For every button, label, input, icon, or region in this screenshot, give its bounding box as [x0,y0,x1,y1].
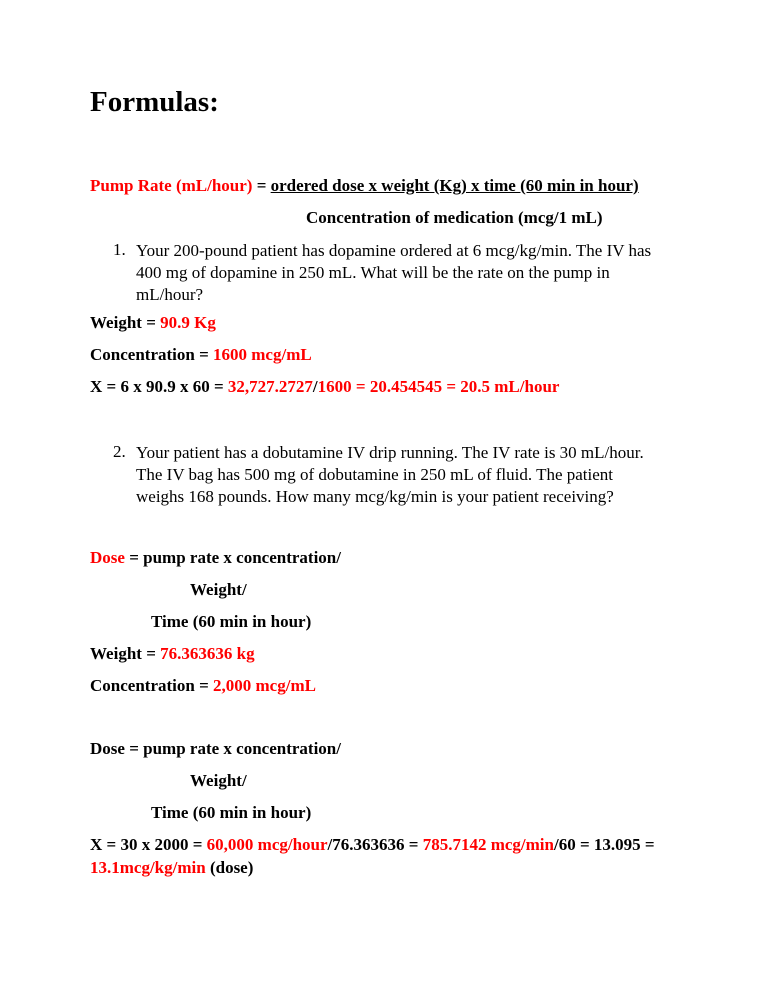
q2-calc-d: 785.7142 mcg/min [422,835,554,854]
q2-calculation-line-2 [90,858,253,878]
question-1-line: mL/hour? [136,285,204,304]
question-2-number: 2. [113,442,126,461]
q2-weight-line-2: Weight/ [190,771,247,790]
q1-weight [90,313,216,333]
q2-dose-formula-2: Dose = pump rate x concentration/ [90,739,341,758]
question-1-line: 400 mg of dopamine in 250 mL. What will be the rate on the pump in [136,263,610,282]
question-1-line: Your 200-pound patient has dopamine ordered at 6 mcg/kg/min. The IV has [136,241,652,260]
q2-weight-label: Weight = [90,644,161,663]
q2-calc-a: X = 30 x 2000 = [90,835,207,854]
question-1-text [136,240,706,306]
q2-weight-value: 76.363636 kg [160,644,255,663]
q2-dose-rest: = pump rate x concentration/ [124,548,341,567]
q1-weight-value: 90.9 Kg [160,313,216,332]
question-1-number: 1. [113,240,126,259]
q2-weight-line: Weight/ [190,580,247,599]
q2-time-line: Time (60 min in hour) [151,612,312,631]
q1-concentration-label: Concentration = [90,345,214,364]
q2-time-line-2: Time (60 min in hour) [151,803,312,822]
q1-concentration [90,345,312,365]
formula-numerator: ordered dose x weight (Kg) x time (60 min in hour) [270,176,639,195]
q2-dose-label: Dose [90,548,125,567]
pump-rate-formula [90,176,639,196]
q2-calc-e: /60 = 13.095 = [554,835,655,854]
q1-concentration-value: 1600 mcg/mL [213,345,312,364]
q1-calc-prefix: X = 6 x 90.9 x 60 = [90,377,228,396]
question-2-line: The IV bag has 500 mg of dobutamine in 250 mL of fluid. The patient [136,465,614,484]
equals-sign: = [252,176,271,195]
page-title: Formulas: [90,86,219,118]
q1-calc-slash: / [312,377,318,396]
q1-weight-label: Weight = [90,313,161,332]
q2-calc-c: /76.363636 = [327,835,423,854]
q2-calc-f: 13.1mcg/kg/min [90,858,206,877]
question-2-line: weighs 168 pounds. How many mcg/kg/min is your patient receiving? [136,487,614,506]
question-2-text [136,442,726,508]
q2-calculation-line-1 [90,835,655,855]
q2-weight [90,644,255,664]
q2-calc-b: 60,000 mcg/hour [206,835,328,854]
question-2-line: Your patient has a dobutamine IV drip running. The IV rate is 30 mL/hour. [136,443,644,462]
q1-calculation [90,377,559,397]
q2-calc-g: (dose) [205,858,254,877]
q2-concentration-value: 2,000 mcg/mL [213,676,316,695]
formula-denominator: Concentration of medication (mcg/1 mL) [306,208,603,227]
q1-calc-red1: 32,727.2727 [227,377,313,396]
pump-rate-label: Pump Rate (mL/hour) [90,176,253,195]
q2-dose-formula [90,548,341,568]
q1-calc-result: 1600 = 20.454545 = 20.5 mL/hour [317,377,560,396]
q2-concentration-label: Concentration = [90,676,214,695]
q2-concentration [90,676,316,696]
